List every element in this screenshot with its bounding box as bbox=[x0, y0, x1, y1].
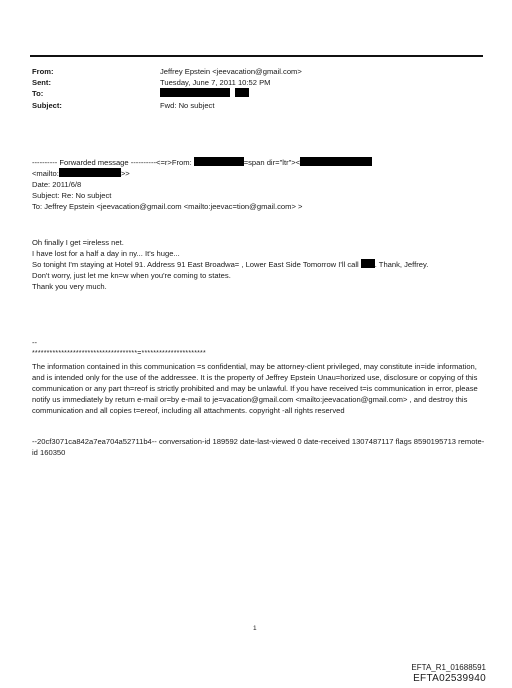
to-label: To: bbox=[32, 89, 44, 98]
body-line: Thank you very much. bbox=[32, 282, 107, 291]
body-line: Oh finally I get =ireless net. bbox=[32, 238, 124, 247]
page-number: 1 bbox=[253, 625, 257, 632]
forwarded-mailto-line bbox=[32, 168, 130, 179]
forwarded-header-line bbox=[32, 157, 372, 168]
from-value: Jeffrey Epstein <jeevacation@gmail.com> bbox=[160, 67, 302, 76]
subject-label: Subject: bbox=[32, 101, 62, 110]
mailto-suffix: >> bbox=[120, 169, 130, 178]
forwarded-span-markup: =span dir="ltr"> bbox=[243, 158, 296, 167]
asterisk-divider: ************************************=********************** bbox=[32, 350, 206, 357]
redaction-block bbox=[59, 168, 121, 177]
body-line bbox=[32, 259, 428, 270]
forwarded-lt: < bbox=[295, 158, 301, 167]
body-text: . Thank, Jeffrey. bbox=[374, 260, 429, 269]
top-rule bbox=[30, 55, 483, 57]
message-trailer: --20cf3071ca842a7ea704a52711b4-- conversation-id 189592 date-last-viewed 0 date-received 1307487117 flags 8590195713 remote-id 160350 bbox=[32, 437, 485, 457]
redaction-block bbox=[300, 157, 372, 166]
redaction-block bbox=[194, 157, 244, 166]
body-text: So tonight I'm staying at Hotel 91. Address 91 East Broadwa= , Lower East Side Tomorrow I'll call bbox=[32, 260, 359, 269]
sent-label: Sent: bbox=[32, 78, 51, 87]
confidentiality-disclaimer: The information contained in this communication =s confidential, may be attorney-client privileged, may constitute in=ide information, and is intended only for the use of the addressee. It is the property of Jeffrey Epstein Unau=horized use, disclosure or copying of this communication or any part th=reof is strictly prohibited and may be unlawful. If you have received t=is communication in error, please notify us immediately by return e-mail or=by e-mail to je=vacation@gmail.com <mailto:jeevacation@gmail.com> , and destroy this communication and all copies t=ereof, including all attachments. copyright -all rights reserved bbox=[32, 362, 478, 415]
forwarded-prefix: ---------- Forwarded message ----------<=r>From: bbox=[32, 158, 192, 167]
body-line: I have lost for a half a day in ny... It's huge... bbox=[32, 249, 180, 258]
redaction-block bbox=[235, 88, 249, 97]
forwarded-date: Date: 2011/6/8 bbox=[32, 180, 82, 189]
forwarded-subject: Subject: Re: No subject bbox=[32, 191, 112, 200]
from-label: From: bbox=[32, 67, 54, 76]
subject-value: Fwd: No subject bbox=[160, 101, 215, 110]
signature-separator: -- bbox=[32, 338, 38, 347]
to-value bbox=[160, 88, 249, 99]
mailto-prefix: <mailto: bbox=[32, 169, 59, 178]
redaction-block bbox=[160, 88, 230, 97]
forwarded-to: To: Jeffrey Epstein <jeevacation@gmail.com <mailto:jeevac=tion@gmail.com> > bbox=[32, 202, 303, 211]
redaction-block bbox=[361, 259, 375, 268]
body-line: Don't worry, just let me kn=w when you're coming to states. bbox=[32, 271, 231, 280]
bates-number-primary: EFTA_R1_01688591 bbox=[411, 663, 486, 672]
sent-value: Tuesday, June 7, 2011 10:52 PM bbox=[160, 78, 271, 87]
bates-number-secondary: EFTA02539940 bbox=[413, 673, 486, 684]
